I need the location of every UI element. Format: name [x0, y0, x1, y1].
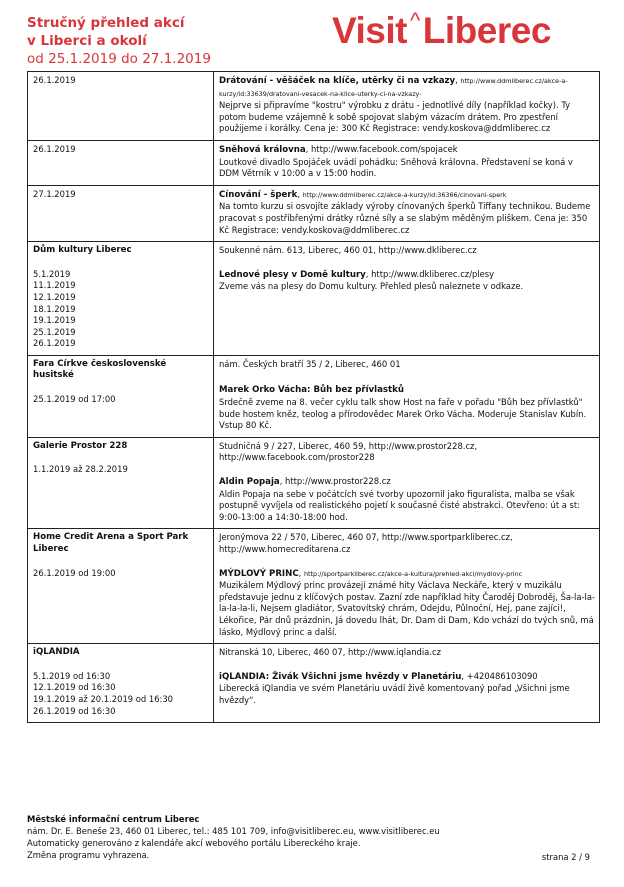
venue-address: Nitranská 10, Liberec, 460 07, http://www.iqlandia.cz [219, 647, 441, 658]
event-title: Cínování - šperk [219, 189, 298, 200]
venue-cell [28, 355, 214, 437]
event-title: Aldin Popaja [219, 477, 280, 488]
event-description: Liberecká iQlandia ve svém Planetáriu uvádí živě komentovaný pořad „Všichni jsme hvězdy“. [219, 683, 570, 705]
event-link[interactable]: +420486103090 [466, 670, 538, 681]
venue-row [28, 437, 600, 529]
venue-row [28, 242, 600, 356]
event-date-cell [28, 185, 214, 241]
venue-cell [28, 242, 214, 356]
venue-name: iQLANDIA [33, 647, 80, 658]
event-date: 25.1.2019 [33, 326, 76, 337]
event-cell: Cínování - šperk, http://www.ddmliberec.cz/akce-a-kurzy/id:36366/cinovani-sperk Na tomto kurzu si osvojíte základy výroby cínovaných šperků Tiffany technikou. Budeme pracovat s postříbřenými drátky různé síly a se slabým měděným pliškem. Cena je: 350 Kč Registrace: vendy.koskova@ddmliberec.cz [214, 185, 600, 241]
event-date: 5.1.2019 [33, 268, 71, 279]
event-date: 26.1.2019 od 16:30 [33, 705, 116, 716]
event-date: 27.1.2019 [33, 188, 76, 199]
logo-visit: Visit [332, 10, 407, 51]
table-row [28, 140, 600, 185]
event-cell: Nitranská 10, Liberec, 460 07, http://www.iqlandia.cz iQLANDIA: Živák Všichni jsme hvězdy v Planetáriu, +420486103090 Liberecká iQlandia ve svém Planetáriu uvádí živě komentovaný pořad „Všichni jsme hvězdy“. [214, 644, 600, 723]
event-title: iQLANDIA: Živák Všichni jsme hvězdy v Planetáriu [219, 671, 462, 682]
event-date: 18.1.2019 [33, 303, 76, 314]
event-date: 26.1.2019 [33, 143, 76, 154]
venue-name: Fara Církve československé husitské [33, 358, 167, 381]
events-table [27, 71, 600, 723]
event-date-cell [28, 72, 214, 141]
logo-caret: ^ [409, 8, 420, 33]
document-title [27, 14, 317, 68]
title-line-2: v Liberci a okolí [27, 33, 147, 49]
table-row [28, 72, 600, 141]
footer [27, 813, 600, 861]
event-date: 12.1.2019 od 16:30 [33, 682, 116, 693]
event-cell: Jeronýmova 22 / 570, Liberec, 460 07, http://www.sportparkliberec.cz, http://www.homecreditarena.cz MÝDLOVÝ PRINC, http://sportparkliberec.cz/akce-a-kultura/prehled-akci/mydlovy-princ Muzikálem Mýdlový princ provázejí známé hity Václava Neckáře, který v muzikálu představuje jednu z klíčových postav. Zazní zde například hity Čaroděj Dobroděj, Ša-la-la-la-la-la-li, Nejsem gladiátor, Svatovítský chrám, Odejdu, Půlnoční, Hej, pane zajíci!, Lékořice, Pár dnů prázdnin, Já dovedu lhát, Dr. Dam di Dam, Kdo vchází do tvých snů, má lásko, Mýdlový princ a další. [214, 529, 600, 644]
logo-liberec: Liberec [422, 10, 551, 51]
venue-row [28, 644, 600, 723]
event-link[interactable]: http://www.ddmliberec.cz/akce-a-kurzy/id:36366/cinovani-sperk [302, 190, 507, 199]
event-cell: Drátování - věšáček na klíče, utěrky či na vzkazy, http://www.ddmliberec.cz/akce-a-kurzy/id:33639/dratovani-vesacek-na-klice-uterky-ci-na-vzkazy- Nejprve si připravíme "kostru" výrobku z drátu - jednotlivé díly (například kočky). Ty potom budeme vzájemně k sobě spojovat slabým vázacím drátem. Pro zpestření použijeme i korálky. Cena je: 300 Kč Registrace: vendy.koskova@ddmliberec.cz [214, 72, 600, 141]
event-link[interactable]: http://www.ddmliberec.cz/akce-a-kurzy/id:33639/dratovani-vesacek-na-klice-uterky-ci-na-vzkazy- [219, 77, 568, 98]
venue-name: Home Credit Arena a Sport Park Liberec [33, 532, 189, 554]
table-row [28, 185, 600, 241]
event-date: 5.1.2019 od 16:30 [33, 670, 111, 681]
venue-name: Dům kultury Liberec [33, 245, 132, 256]
venue-address: Studničná 9 / 227, Liberec, 460 59, http://www.prostor228.cz, http://www.facebook.com/prostor228 [219, 440, 478, 463]
event-title: Lednové plesy v Domě kultury [219, 269, 366, 280]
event-description: Na tomto kurzu si osvojíte základy výroby cínovaných šperků Tiffany technikou. Budeme pracovat s postříbřenými drátky různé síly a se slabým měděným pliškem. Cena je: 350 Kč Registrace: vendy.koskova@ddmliberec.cz [219, 201, 591, 235]
event-date: 25.1.2019 od 17:00 [33, 394, 116, 405]
footer-note-change: Změna programu vyhrazena. [27, 850, 150, 860]
event-link[interactable]: http://www.dkliberec.cz/plesy [371, 268, 495, 279]
event-date: 19.1.2019 až 20.1.2019 od 16:30 [33, 693, 173, 704]
event-date: 26.1.2019 od 19:00 [33, 567, 116, 578]
event-description: Nejprve si připravíme "kostru" výrobku z drátu - jednotlivé díly (například kočky). Ty potom budeme vzájemně k sobě spojovat slabým vázacím drátem. Pro zpestření použijeme i korálky. Cena je: 300 Kč Registrace: vendy.koskova@ddmliberec.cz [219, 100, 571, 134]
venue-cell [28, 529, 214, 644]
event-link[interactable]: http://www.prostor228.cz [285, 476, 391, 487]
event-cell: Studničná 9 / 227, Liberec, 460 59, http://www.prostor228.cz, http://www.facebook.com/prostor228 Aldin Popaja, http://www.prostor228.cz Aldin Popaja na sebe v počátcích své tvorby upozornil jako figuralista, malba se však postupně vyvíjela od realistického pojetí k současné čisté abstrakci. Otevřeno: út a st: 9:00-13:00 a 14:30-18:00 hod. [214, 437, 600, 529]
page-number: strana 2 / 9 [541, 852, 590, 862]
venue-row [28, 355, 600, 437]
event-date: 1.1.2019 až 28.2.2019 [33, 464, 128, 475]
event-date: 26.1.2019 [33, 338, 76, 349]
date-range: od 25.1.2019 do 27.1.2019 [27, 51, 211, 67]
venue-address: Jeronýmova 22 / 570, Liberec, 460 07, http://www.sportparkliberec.cz, http://www.homecreditarena.cz [219, 532, 513, 554]
title-line-1: Stručný přehled akcí [27, 15, 185, 31]
venue-name: Galerie Prostor 228 [33, 440, 128, 451]
event-title: Drátování - věšáček na klíče, utěrky či na vzkazy [219, 76, 456, 86]
event-title: Marek Orko Vácha: Bůh bez přívlastků [219, 385, 404, 396]
event-cell: Sněhová královna, http://www.facebook.com/spojacek Loutkové divadlo Spojáček uvádí pohádku: Sněhová královna. Představení se koná v DDM Větrník v 10:00 a v 15:00 hodin. [214, 140, 600, 185]
event-description: Zveme vás na plesy do Domu kultury. Přehled plesů naleznete v odkaze. [219, 281, 524, 292]
footer-org: Městské informační centrum Liberec [27, 814, 200, 824]
event-description: Loutkové divadlo Spojáček uvádí pohádku: Sněhová královna. Představení se koná v DDM Větrník v 10:00 a v 15:00 hodin. [219, 156, 573, 179]
venue-row [28, 529, 600, 644]
event-date: 11.1.2019 [33, 280, 76, 291]
event-description: Muzikálem Mýdlový princ provázejí známé hity Václava Neckáře, který v muzikálu představuje jednu z klíčových postav. Zazní zde například hity Čaroděj Dobroděj, Ša-la-la-la-la-la-li, Nejsem gladiátor, Svatovítský chrám, Odejdu, Půlnoční, Hej, pane zajíci!, Lékořice, Pár dnů prázdnin, Já dovedu lhát, Dr. Dam di Dam, Kdo vchází do tvých snů, má lásko, Mýdlový princ a další. [219, 580, 596, 637]
venue-address: nám. Českých bratří 35 / 2, Liberec, 460 01 [219, 358, 401, 369]
event-cell [214, 355, 600, 437]
visit-liberec-logo [332, 8, 551, 52]
event-link[interactable]: http://sportparkliberec.cz/akce-a-kultura/prehled-akci/mydlovy-princ [303, 569, 523, 578]
venue-cell [28, 437, 214, 529]
venue-address: Soukenné nám. 613, Liberec, 460 01, http://www.dkliberec.cz [219, 245, 477, 256]
footer-note-auto: Automaticky generováno z kalendáře akcí webového portálu Libereckého kraje. [27, 838, 361, 848]
event-date-cell [28, 140, 214, 185]
event-date: 19.1.2019 [33, 315, 76, 326]
event-title: MÝDLOVÝ PRINC [219, 568, 299, 579]
event-date: 12.1.2019 [33, 291, 76, 302]
event-cell: Soukenné nám. 613, Liberec, 460 01, http://www.dkliberec.cz Lednové plesy v Domě kultury, http://www.dkliberec.cz/plesy Zveme vás na plesy do Domu kultury. Přehled plesů naleznete v odkaze. [214, 242, 600, 356]
footer-address: nám. Dr. E. Beneše 23, 460 01 Liberec, tel.: 485 101 709, info@visitliberec.eu, www.visitliberec.eu [27, 826, 440, 836]
event-title: Sněhová královna [219, 144, 306, 155]
venue-cell [28, 644, 214, 723]
event-description: Aldin Popaja na sebe v počátcích své tvorby upozornil jako figuralista, malba se však postupně vyvíjela od realistického pojetí k současné čisté abstrakci. Otevřeno: út a st: 9:00-13:00 a 14:30-18:00 hod. [219, 488, 581, 522]
event-description: Srdečně zveme na 8. večer cyklu talk show Host na faře v pořadu "Bůh bez přívlastků" bude hostem kněz, teolog a přírodovědec Marek Orko Vácha. Moderuje Stanislav Kubín. Vstup 80 Kč. [219, 397, 587, 431]
event-date: 26.1.2019 [33, 75, 76, 85]
event-link[interactable]: http://www.facebook.com/spojacek [311, 143, 458, 154]
